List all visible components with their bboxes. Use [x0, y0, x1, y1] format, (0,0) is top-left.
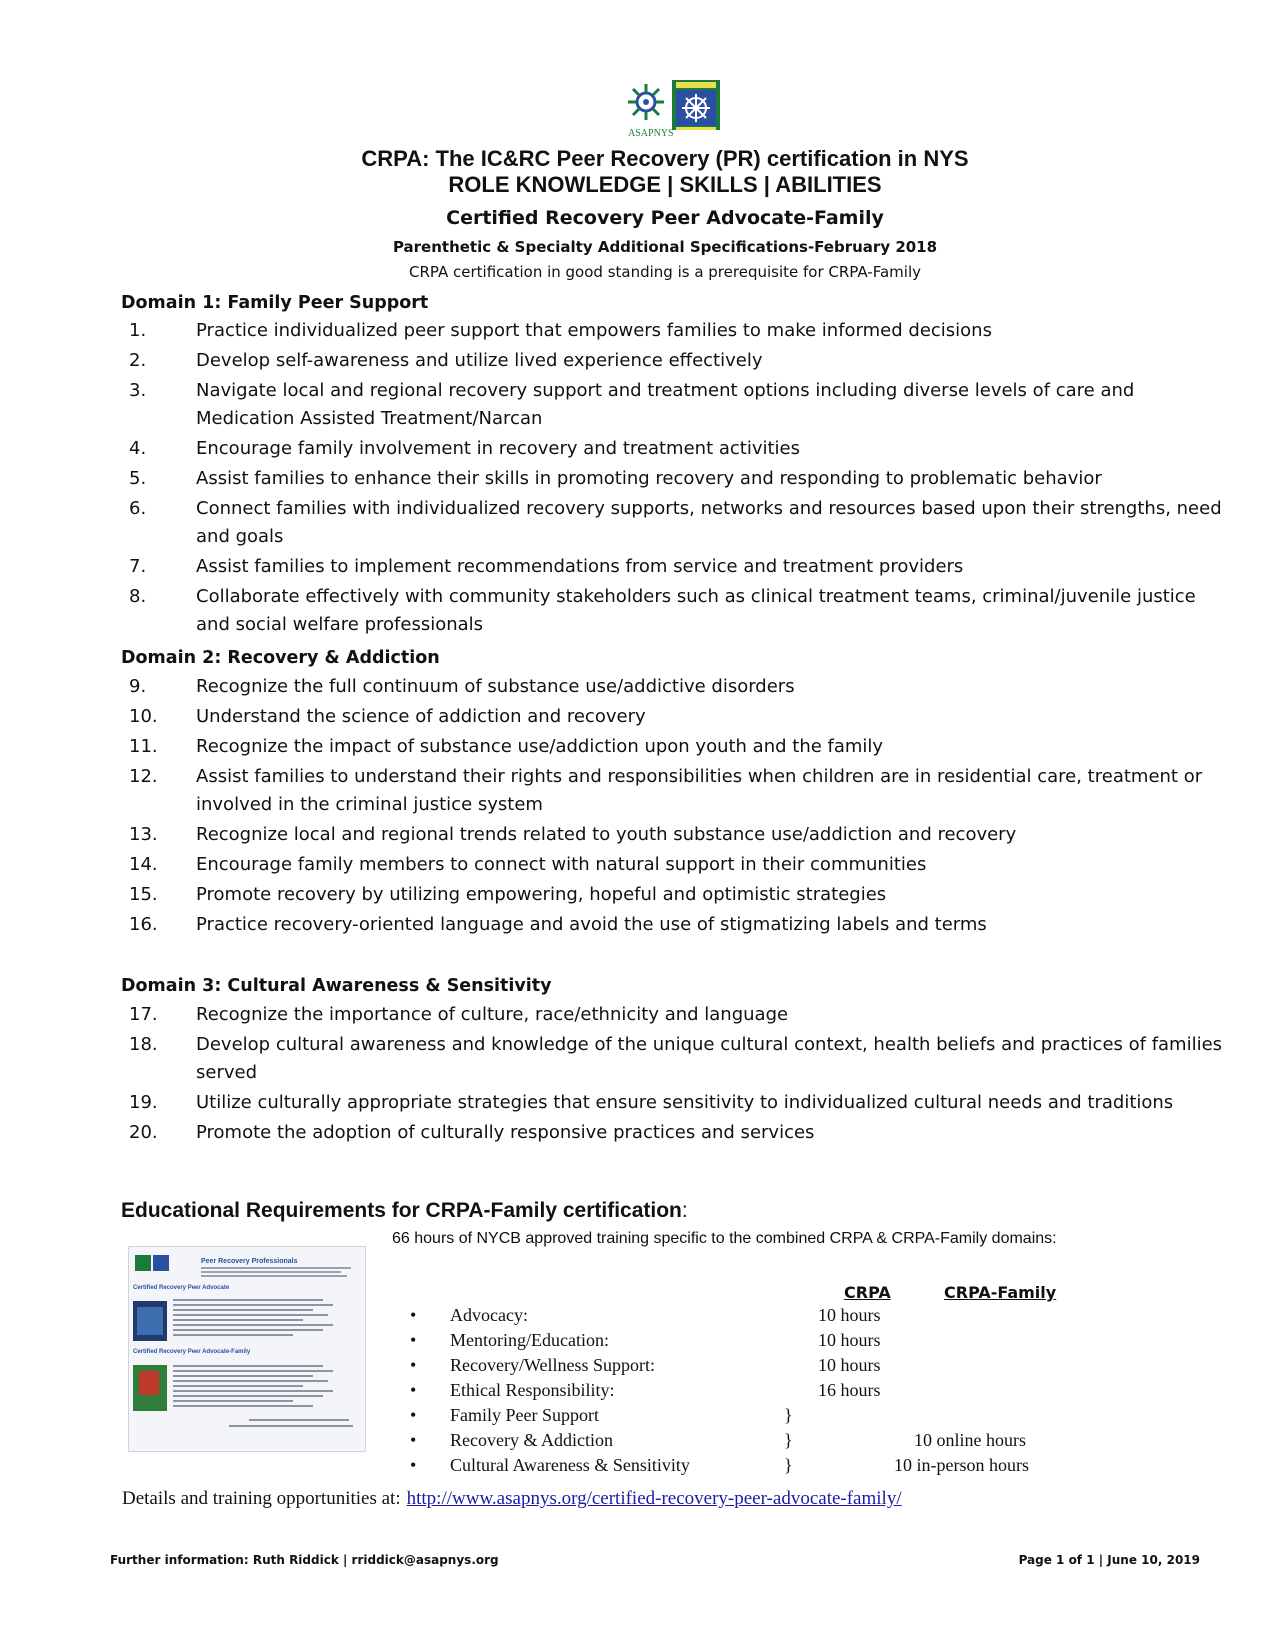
column-header-crpa-family: CRPA-Family	[944, 1283, 1057, 1302]
item-number: 15.	[129, 884, 158, 905]
crpa-hours: 10 hours	[818, 1355, 881, 1375]
bullet: •	[410, 1380, 417, 1400]
page-subtitle: ROLE KNOWLEDGE | SKILLS | ABILITIES	[448, 172, 882, 197]
item-number: 20.	[129, 1122, 158, 1143]
details-line	[122, 1487, 902, 1511]
domain-2-title: Domain 2: Recovery & Addiction	[121, 648, 440, 668]
item-text: Develop cultural awareness and knowledge of the unique cultural context, health beliefs and practices of families served	[196, 1034, 1223, 1083]
list-item	[121, 1119, 1231, 1147]
item-number: 7.	[129, 556, 147, 577]
item-number: 2.	[129, 350, 147, 371]
item-text: Understand the science of addiction and recovery	[196, 706, 646, 727]
list-item	[121, 703, 1231, 731]
specification-date: Parenthetic & Specialty Additional Specifications-February 2018	[392, 238, 938, 256]
item-text: Practice individualized peer support that empowers families to make informed decisions	[196, 320, 992, 341]
list-item	[121, 377, 1231, 433]
star-wheel-icon	[628, 84, 664, 120]
item-text: Connect families with individualized recovery supports, networks and resources based upon their strengths, need and goals	[196, 498, 1222, 547]
item-text: Utilize culturally appropriate strategies that ensure sensitivity to individualized cultural needs and traditions	[196, 1092, 1174, 1113]
item-text: Encourage family involvement in recovery and treatment activities	[196, 438, 801, 459]
requirement-label: Ethical Responsibility:	[450, 1380, 615, 1400]
footer-contact: Further information: Ruth Riddick | rriddick@asapnys.org	[110, 1553, 499, 1567]
requirement-label: Recovery & Addiction	[450, 1430, 613, 1450]
item-number: 8.	[129, 586, 147, 607]
item-number: 14.	[129, 854, 158, 875]
education-title: Educational Requirements for CRPA-Family certification	[121, 1199, 682, 1222]
item-text: Practice recovery-oriented language and avoid the use of stigmatizing labels and terms	[196, 914, 987, 935]
list-item	[121, 881, 1231, 909]
item-number: 16.	[129, 914, 158, 935]
list-item	[121, 763, 1231, 819]
logo-text: ASAPNYS	[628, 128, 674, 139]
thumbnail-section-2: Certified Recovery Peer Advocate-Family	[133, 1349, 251, 1355]
prerequisite-note: CRPA certification in good standing is a prerequisite for CRPA-Family	[409, 263, 921, 281]
item-number: 12.	[129, 766, 158, 787]
domain-1-title: Domain 1: Family Peer Support	[121, 293, 429, 313]
list-item	[121, 553, 1231, 581]
item-number: 19.	[129, 1092, 158, 1113]
list-item	[121, 435, 1231, 463]
crpa-hours: 10 hours	[818, 1330, 881, 1350]
list-item	[121, 1031, 1231, 1087]
brace: }	[784, 1430, 793, 1450]
brochure-thumbnail	[128, 1246, 366, 1452]
list-item	[121, 317, 1231, 345]
item-text: Assist families to implement recommendations from service and treatment providers	[196, 556, 964, 577]
column-header-crpa: CRPA	[844, 1283, 891, 1302]
certification-board-badge-icon	[672, 80, 720, 130]
item-number: 3.	[129, 380, 147, 401]
item-number: 18.	[129, 1034, 158, 1055]
item-text: Recognize the impact of substance use/addiction upon youth and the family	[196, 736, 884, 757]
thumbnail-heading: Peer Recovery Professionals	[201, 1258, 298, 1265]
asapnys-logo	[618, 78, 722, 140]
requirement-label: Family Peer Support	[450, 1405, 599, 1425]
crpa-family-hours: 10 online hours	[914, 1430, 1026, 1450]
education-heading	[121, 1198, 688, 1224]
education-intro: 66 hours of NYCB approved training specific to the combined CRPA & CRPA-Family domains:	[392, 1230, 1057, 1247]
brace: }	[784, 1455, 793, 1475]
footer-page-info: Page 1 of 1 | June 10, 2019	[1018, 1553, 1200, 1567]
list-item	[121, 673, 1231, 701]
crpa-hours: 16 hours	[818, 1380, 881, 1400]
requirement-label: Advocacy:	[450, 1305, 528, 1325]
item-text: Recognize the full continuum of substance use/addictive disorders	[196, 676, 795, 697]
item-number: 11.	[129, 736, 158, 757]
crpa-family-hours: 10 in-person hours	[894, 1455, 1029, 1475]
bullet: •	[410, 1355, 417, 1375]
list-item	[121, 465, 1231, 493]
certification-name: Certified Recovery Peer Advocate-Family	[446, 207, 884, 229]
item-number: 5.	[129, 468, 147, 489]
bullet: •	[410, 1405, 417, 1425]
requirement-label: Cultural Awareness & Sensitivity	[450, 1455, 690, 1475]
item-text: Promote recovery by utilizing empowering, hopeful and optimistic strategies	[196, 884, 887, 905]
item-number: 10.	[129, 706, 158, 727]
list-item	[121, 733, 1231, 761]
item-text: Assist families to enhance their skills in promoting recovery and responding to problematic behavior	[196, 468, 1102, 489]
item-text: Promote the adoption of culturally responsive practices and services	[196, 1122, 815, 1143]
item-text: Encourage family members to connect with natural support in their communities	[196, 854, 927, 875]
list-item	[121, 1089, 1231, 1117]
item-text: Recognize local and regional trends related to youth substance use/addiction and recovery	[196, 824, 1017, 845]
list-item	[121, 911, 1231, 939]
item-text: Navigate local and regional recovery support and treatment options including diverse levels of care and Medication Assisted Treatment/Narcan	[196, 380, 1135, 429]
item-text: Develop self-awareness and utilize lived experience effectively	[196, 350, 763, 371]
bullet: •	[410, 1330, 417, 1350]
brace: }	[784, 1405, 793, 1425]
list-item	[121, 851, 1231, 879]
bullet: •	[410, 1430, 417, 1450]
thumbnail-section-1: Certified Recovery Peer Advocate	[133, 1285, 230, 1291]
item-number: 17.	[129, 1004, 158, 1025]
list-item	[121, 1001, 1231, 1029]
requirement-label: Recovery/Wellness Support:	[450, 1355, 656, 1375]
item-number: 1.	[129, 320, 147, 341]
item-text: Collaborate effectively with community stakeholders such as clinical treatment teams, criminal/juvenile justice and social welfare professionals	[196, 586, 1196, 635]
bullet: •	[410, 1455, 417, 1475]
list-item	[121, 347, 1231, 375]
list-item	[121, 495, 1231, 551]
list-item	[121, 821, 1231, 849]
item-number: 6.	[129, 498, 147, 519]
details-link[interactable]: http://www.asapnys.org/certified-recovery-peer-advocate-family/	[406, 1488, 902, 1509]
item-number: 4.	[129, 438, 147, 459]
item-text: Recognize the importance of culture, race/ethnicity and language	[196, 1004, 789, 1025]
page-title: CRPA: The IC&RC Peer Recovery (PR) certification in NYS	[361, 146, 969, 171]
item-text: Assist families to understand their rights and responsibilities when children are in residential care, treatment or involved in the criminal justice system	[196, 766, 1203, 815]
item-number: 13.	[129, 824, 158, 845]
crpa-hours: 10 hours	[818, 1305, 881, 1325]
details-label: Details and training opportunities at:	[122, 1488, 401, 1509]
education-title-colon: :	[681, 1199, 688, 1222]
requirement-label: Mentoring/Education:	[450, 1330, 609, 1350]
domain-3-title: Domain 3: Cultural Awareness & Sensitivity	[121, 976, 552, 996]
bullet: •	[410, 1305, 417, 1325]
list-item	[121, 583, 1231, 639]
item-number: 9.	[129, 676, 147, 697]
